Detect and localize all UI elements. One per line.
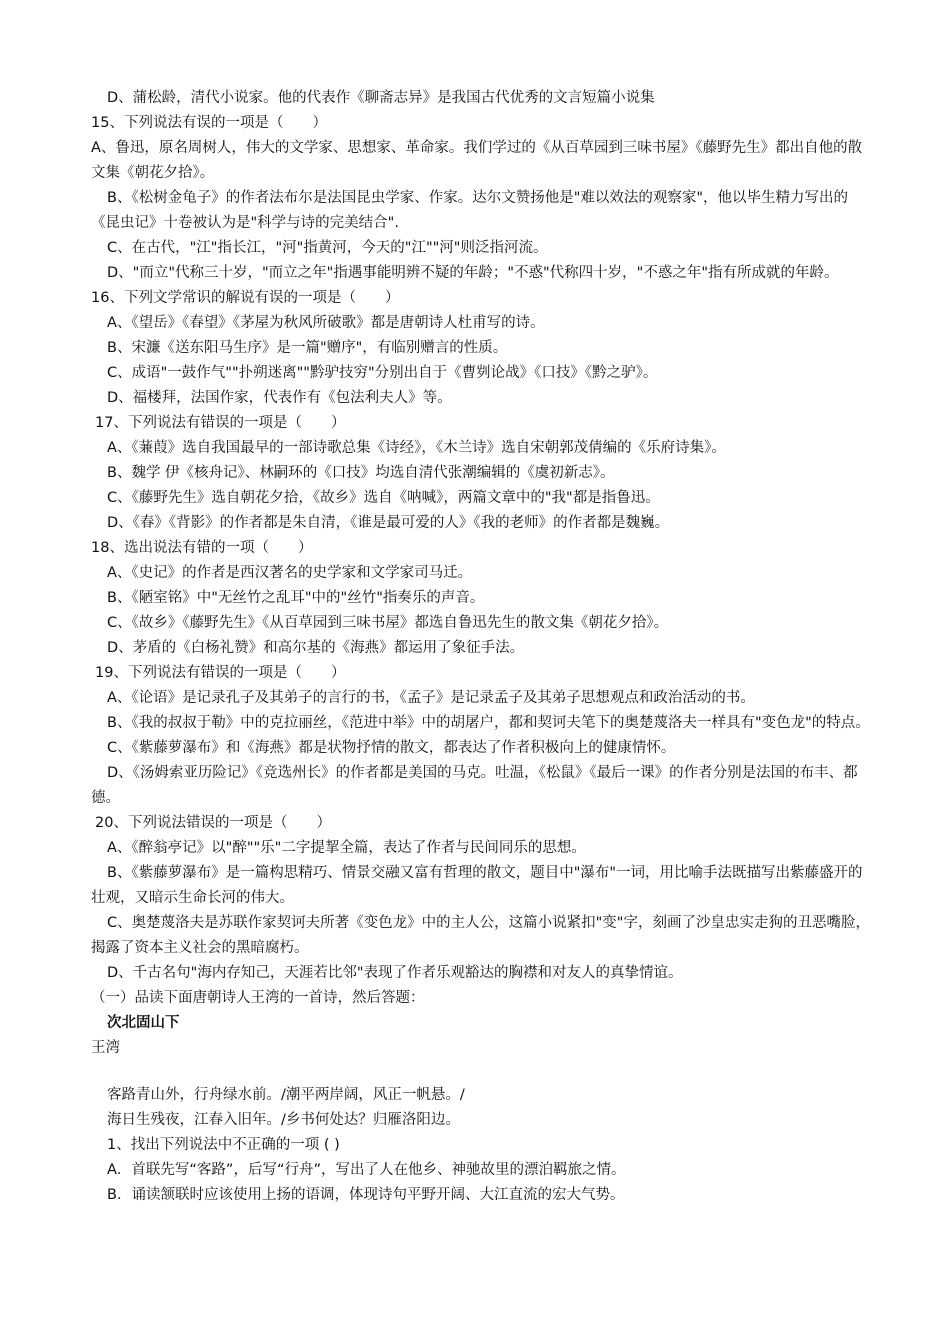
section-intro: （一）品读下面唐朝诗人王湾的一首诗，然后答题：	[91, 990, 425, 1006]
option-a-q18: A、《史记》的作者是西汉著名的史学家和文学家司马迁。	[107, 565, 473, 581]
option-d-q17: D、《春》《背影》的作者都是朱自清，《谁是最可爱的人》《我的老师》的作者都是魏巍。	[107, 515, 670, 531]
question-17: 17、下列说法有错误的一项是（ ）	[95, 415, 346, 431]
poem-author: 王湾	[91, 1040, 120, 1056]
option-d-q16: D、福楼拜，法国作家，代表作有《包法利夫人》等。	[107, 390, 452, 406]
poem-line-1: 客路青山外，行舟绿水前。/潮平两岸阔，风正一帆悬。/	[107, 1087, 465, 1103]
option-a-q15: A、鲁迅，原名周树人，伟大的文学家、思想家、革命家。我们学过的《从百草园到三味书屋》《藤野先生》都出自他的散文集《朝花夕拾》。	[91, 140, 863, 181]
poem-line-2: 海日生残夜，江春入旧年。/乡书何处达？归雁洛阳边。	[107, 1112, 460, 1128]
option-d-q20: D、千古名句"海内存知己，天涯若比邻"表现了作者乐观豁达的胸襟和对友人的真挚情谊。	[107, 965, 683, 981]
option-b-q15: B、《松树金龟子》的作者法布尔是法国昆虫学家、作家。达尔文赞扬他是"难以效法的观察家"，他以毕生精力写出的《昆虫记》十卷被认为是"科学与诗的完美结合".	[91, 190, 849, 231]
option-a-q19: A、《论语》是记录孔子及其弟子的言行的书，《孟子》是记录孟子及其弟子思想观点和政治活动的书。	[107, 690, 755, 706]
option-c-q15: C、在古代，"江"指长江，"河"指黄河，今天的"江""河"则泛指河流。	[107, 240, 548, 256]
option-c-q20: C、奥楚蔑洛夫是苏联作家契诃夫所著《变色龙》中的主人公，这篇小说紧扣"变"字，刻画了沙皇忠实走狗的丑恶嘴脸，揭露了资本主义社会的黑暗腐朽。	[91, 915, 870, 956]
option-a-q16: A、《望岳》《春望》《茅屋为秋风所破歌》都是唐朝诗人杜甫写的诗。	[107, 315, 545, 331]
question-18: 18、选出说法有错的一项（ ）	[91, 540, 313, 556]
option-b-q17: B、魏学 伊《核舟记》、林嗣环的《口技》均选自清代张潮编辑的《虞初新志》。	[107, 465, 615, 481]
spacer	[91, 1061, 871, 1083]
question-20: 20、下列说法错误的一项是（ ）	[95, 815, 331, 831]
option-c-q16: C、成语"一鼓作气""扑朔迷离""黔驴技穷"分别出自于《曹刿论战》《口技》《黔之驴》。	[107, 365, 658, 381]
question-15: 15、下列说法有误的一项是（ ）	[91, 115, 327, 131]
option-d-q15: D、"而立"代称三十岁，"而立之年"指遇事能明辨不疑的年龄；"不惑"代称四十岁，"不惑之年"指有所成就的年龄。	[107, 265, 839, 281]
option-b-q18: B、《陋室铭》中"无丝竹之乱耳"中的"丝竹"指奏乐的声音。	[107, 590, 485, 606]
sub-question-1: 1、找出下列说法中不正确的一项 ( )	[107, 1137, 340, 1153]
option-c-q18: C、《故乡》《藤野先生》《从百草园到三味书屋》都选自鲁迅先生的散文集《朝花夕拾》。	[107, 615, 669, 631]
option-d-q14: D、蒲松龄，清代小说家。他的代表作《聊斋志异》是我国古代优秀的文言短篇小说集	[107, 90, 655, 106]
option-b-q20: B、《紫藤萝瀑布》是一篇构思精巧、情景交融又富有哲理的散文，题目中"瀑布"一词，用比喻手法既描写出紫藤盛开的壮观，又暗示生命长河的伟大。	[91, 865, 863, 906]
option-a-q17: A、《蒹葭》选自我国最早的一部诗歌总集《诗经》，《木兰诗》选自宋朝郭茂倩编的《乐府诗集》。	[107, 440, 726, 456]
question-19: 19、下列说法有错误的一项是（ ）	[95, 665, 346, 681]
option-d-q19: D、《汤姆索亚历险记》《竞选州长》的作者都是美国的马克。吐温，《松鼠》《最后一课》的作者分别是法国的布丰、都德。	[91, 765, 858, 806]
option-c-q19: C、《紫藤萝瀑布》和《海燕》都是状物抒情的散文，都表达了作者积极向上的健康情怀。	[107, 740, 676, 756]
sub-option-b: B．诵读颔联时应该使用上扬的语调，体现诗句平野开阔、大江直流的宏大气势。	[107, 1187, 625, 1203]
poem-title: 次北固山下	[107, 1015, 180, 1031]
sub-option-a: A．首联先写“客路”，后写“行舟”，写出了人在他乡、神驰故里的漂泊羁旅之情。	[107, 1162, 626, 1178]
option-a-q20: A、《醉翁亭记》以"醉""乐"二字提挈全篇，表达了作者与民间同乐的思想。	[107, 840, 586, 856]
document-page	[91, 86, 871, 1208]
option-c-q17: C、《藤野先生》选自朝花夕拾，《故乡》选自《呐喊》，两篇文章中的"我"都是指鲁迅。	[107, 490, 660, 506]
option-b-q19: B、《我的叔叔于勒》中的克拉丽丝，《范进中举》中的胡屠户，都和契诃夫笔下的奥楚蔑洛夫一样具有"变色龙"的特点。	[107, 715, 870, 731]
option-b-q16: B、宋濂《送东阳马生序》是一篇"赠序"，有临别赠言的性质。	[107, 340, 508, 356]
option-d-q18: D、茅盾的《白杨礼赞》和高尔基的《海燕》都运用了象征手法。	[107, 640, 525, 656]
question-16: 16、下列文学常识的解说有误的一项是（ ）	[91, 290, 400, 306]
